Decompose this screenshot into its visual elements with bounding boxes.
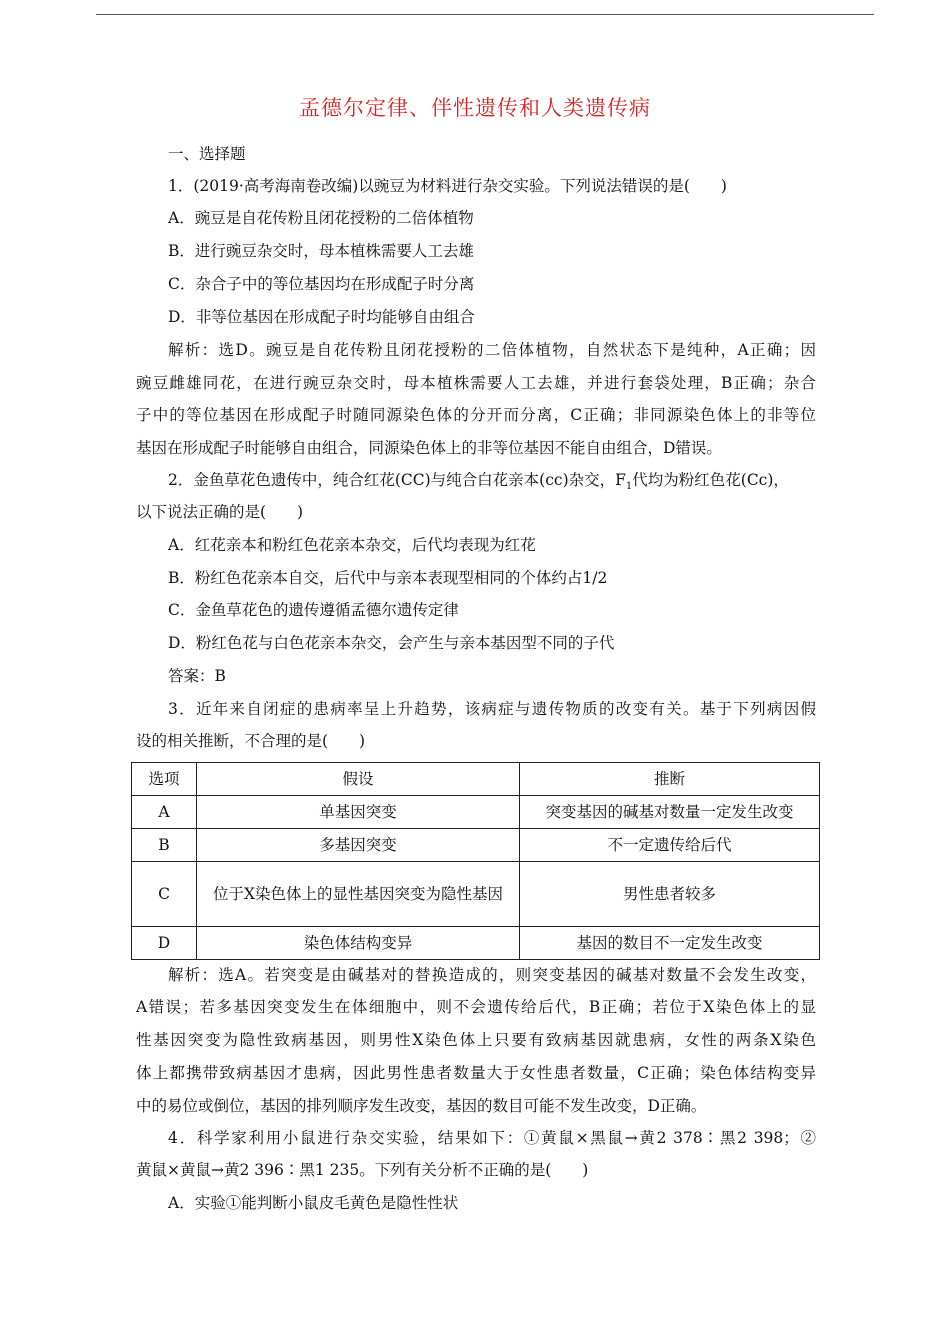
page-title: 孟德尔定律、伴性遗传和人类遗传病 [299, 96, 651, 120]
q1-option-b: B．进行豌豆杂交时，母本植株需要人工去雄 [168, 242, 474, 260]
q3-analysis-line: 中的易位或倒位，基因的排列顺序发生改变，基因的数目可能不发生改变，D正确。 [136, 1097, 707, 1115]
table-header-cell: 推断 [520, 763, 820, 796]
q2-stem [168, 470, 816, 497]
q2-stem-text: 代均为粉红色花(Cc)， [632, 471, 789, 489]
q2-option-b: B．粉红色花亲本自交，后代中与亲本表现型相同的个体约占1/2 [168, 569, 608, 587]
table-cell-inference: 基因的数目不一定发生改变 [520, 927, 820, 960]
q1-analysis-line: 解析：选D。豌豆是自花传粉且闭花授粉的二倍体植物，自然状态下是纯种，A正确；因 [168, 341, 816, 359]
q3-stem: 3．近年来自闭症的患病率呈上升趋势，该病症与遗传物质的改变有关。基于下列病因假 [168, 700, 816, 718]
q1-analysis-line: 豌豆雌雄同花，在进行豌豆杂交时，母本植株需要人工去雄，并进行套袋处理，B正确；杂合 [136, 374, 816, 392]
table-row [132, 927, 820, 960]
table-cell-inference: 男性患者较多 [520, 862, 820, 927]
table-header-cell: 假设 [197, 763, 520, 796]
q4-stem: 4．科学家利用小鼠进行杂交实验，结果如下：①黄鼠×黑鼠→黄2 378∶黑2 398；② [168, 1129, 816, 1147]
table-header-row [132, 763, 820, 796]
q2-stem-text: 2．金鱼草花色遗传中，纯合红花(CC)与纯合白花亲本(cc)杂交，F [168, 471, 626, 489]
table-cell-hypothesis: 染色体结构变异 [197, 927, 520, 960]
q3-stem-line2: 设的相关推断，不合理的是( ) [136, 732, 366, 750]
table-row [132, 829, 820, 862]
table-header-cell: 选项 [132, 763, 197, 796]
table-cell-inference: 突变基因的碱基对数量一定发生改变 [520, 796, 820, 829]
q4-option-a: A．实验①能判断小鼠皮毛黄色是隐性性状 [168, 1194, 459, 1212]
q1-analysis-line: 子中的等位基因在形成配子时随同源染色体的分开而分离，C正确；非同源染色体上的非等位 [136, 406, 816, 424]
table-cell-inference: 不一定遗传给后代 [520, 829, 820, 862]
q3-analysis-line: 性基因突变为隐性致病基因，则男性X染色体上只要有致病基因就患病，女性的两条X染色 [136, 1031, 816, 1049]
table-cell-option: D [132, 927, 197, 960]
q1-option-a: A．豌豆是自花传粉且闭花授粉的二倍体植物 [168, 209, 474, 227]
q3-analysis-line: A错误；若多基因突变发生在体细胞中，则不会遗传给后代，B正确；若位于X染色体上的显 [136, 998, 816, 1016]
table-cell-hypothesis: 位于X染色体上的显性基因突变为隐性基因 [197, 862, 520, 927]
table-row [132, 796, 820, 829]
q4-stem-line2: 黄鼠×黄鼠→黄2 396∶黑1 235。下列有关分析不正确的是( ) [136, 1161, 589, 1179]
q2-stem-subscript: 1 [625, 481, 633, 492]
q2-answer: 答案：B [168, 667, 226, 685]
table-cell-option: A [132, 796, 197, 829]
table-cell-option: B [132, 829, 197, 862]
table-row [132, 862, 820, 927]
q1-stem: 1．(2019·高考海南卷改编)以豌豆为材料进行杂交实验。下列说法错误的是( ) [168, 177, 727, 195]
q1-analysis-line: 基因在形成配子时能够自由组合，同源染色体上的非等位基因不能自由组合，D错误。 [136, 439, 722, 457]
q2-option-d: D．粉红色花与白色花亲本杂交，会产生与亲本基因型不同的子代 [168, 634, 615, 652]
q3-analysis-line: 体上都携带致病基因才患病，因此男性患者数量大于女性患者数量，C正确；染色体结构变异 [136, 1064, 816, 1082]
table-cell-option: C [132, 862, 197, 927]
q3-analysis-line: 解析：选A。若突变是由碱基对的替换造成的，则突变基因的碱基对数量不会发生改变， [168, 966, 816, 984]
q3-table [131, 762, 820, 960]
table-cell-hypothesis: 单基因突变 [197, 796, 520, 829]
header-rule [96, 14, 874, 15]
q1-option-d: D．非等位基因在形成配子时均能够自由组合 [168, 308, 475, 326]
section-heading: 一、选择题 [168, 145, 246, 163]
q2-option-c: C．金鱼草花色的遗传遵循孟德尔遗传定律 [168, 601, 459, 619]
table-cell-hypothesis: 多基因突变 [197, 829, 520, 862]
q1-option-c: C．杂合子中的等位基因均在形成配子时分离 [168, 275, 475, 293]
q2-stem-line2: 以下说法正确的是( ) [136, 503, 304, 521]
q2-option-a: A．红花亲本和粉红色花亲本杂交，后代均表现为红花 [168, 536, 536, 554]
